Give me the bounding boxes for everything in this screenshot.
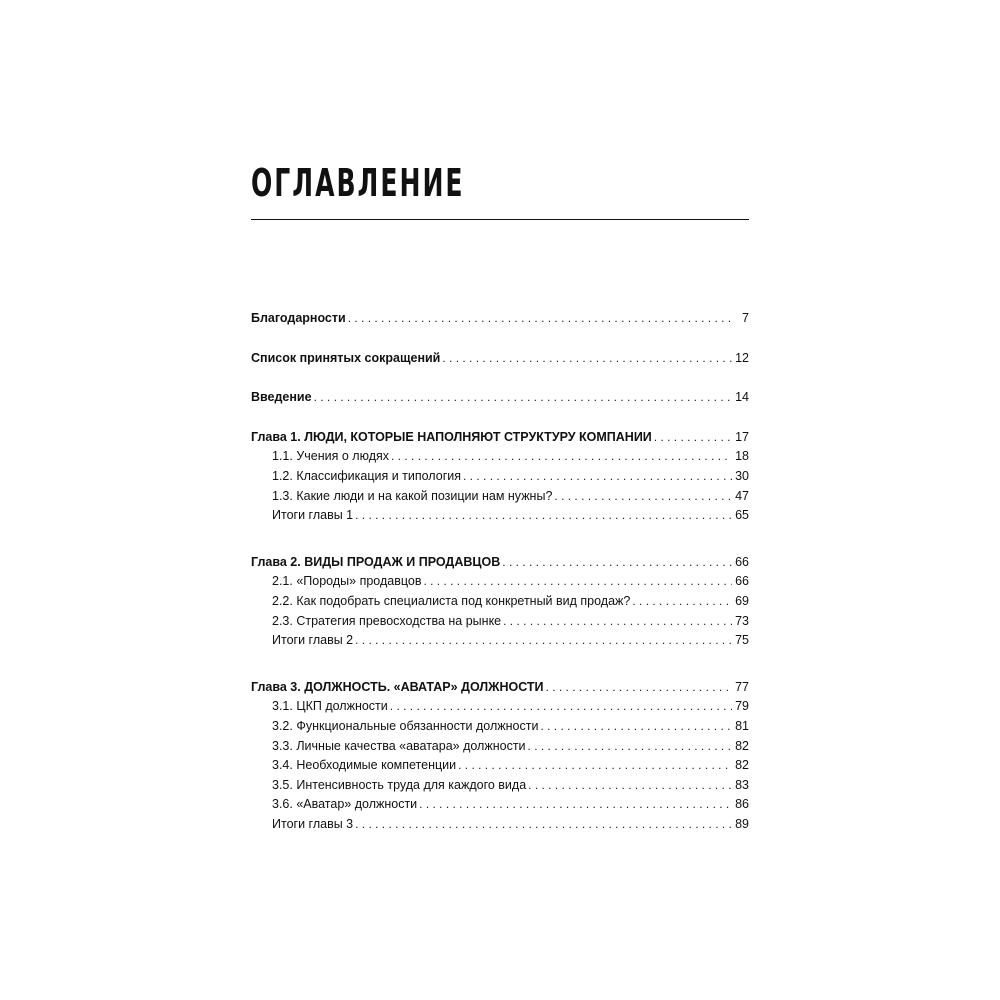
dot-leader — [390, 697, 732, 717]
toc-section-group — [251, 309, 749, 329]
toc-entry-name: Стратегия превосходства на рынке — [296, 613, 502, 628]
toc-subentry[interactable] — [251, 447, 749, 467]
toc-entry[interactable] — [251, 428, 749, 448]
toc-entry[interactable] — [251, 553, 749, 573]
toc-entry-title — [272, 572, 421, 592]
toc-chapter-group — [251, 678, 749, 835]
toc-entry-number: 3.6. — [272, 797, 293, 812]
toc-subentry[interactable] — [251, 756, 749, 776]
toc-entry-title — [251, 349, 440, 369]
toc-entry-number: Глава 3. — [251, 679, 301, 694]
toc-entry-number: 3.1. — [272, 699, 293, 714]
toc-entry-title — [272, 487, 552, 507]
toc-page-number: 73 — [735, 613, 749, 628]
toc-entry-title — [272, 795, 417, 815]
dot-leader — [458, 756, 732, 776]
toc-entry-name: Итоги главы 3 — [272, 816, 354, 831]
dot-leader — [503, 612, 732, 632]
toc-subentry[interactable] — [251, 815, 749, 835]
toc-entry-name: «Породы» продавцов — [296, 574, 422, 589]
toc-entry[interactable] — [251, 388, 749, 408]
toc-entry-name: Классификация и типология — [296, 468, 462, 483]
dot-leader — [355, 506, 732, 526]
dot-leader — [654, 428, 732, 448]
toc-subentry[interactable] — [251, 795, 749, 815]
toc-entry-name: ВИДЫ ПРОДАЖ И ПРОДАВЦОВ — [304, 554, 501, 569]
toc-entry-title — [272, 592, 630, 612]
toc-entry[interactable] — [251, 678, 749, 698]
toc-entry[interactable] — [251, 349, 749, 369]
toc-entry-title — [272, 697, 388, 717]
dot-leader — [632, 592, 732, 612]
toc-entry-number: 3.3. — [272, 738, 293, 753]
toc-entry-number: Глава 2. — [251, 554, 301, 569]
toc-page-number: 81 — [735, 718, 749, 733]
dot-leader — [528, 776, 732, 796]
toc-entry-title — [272, 815, 353, 835]
toc-entry-title — [272, 612, 501, 632]
page-title: ОГЛАВЛЕНИЕ — [251, 161, 465, 205]
toc-entry-title — [251, 388, 312, 408]
toc-entry-name: Интенсивность труда для каждого вида — [296, 777, 527, 792]
toc-entry-name: ДОЛЖНОСТЬ. «АВАТАР» ДОЛЖНОСТИ — [304, 679, 544, 694]
toc-entry-title — [272, 776, 526, 796]
toc-page-number: 12 — [735, 350, 749, 365]
toc-subentry[interactable] — [251, 737, 749, 757]
toc-page-number: 66 — [735, 574, 749, 589]
dot-leader — [423, 572, 732, 592]
toc-subentry[interactable] — [251, 506, 749, 526]
toc-page-number: 7 — [742, 311, 749, 325]
toc-page-number: 75 — [735, 633, 749, 648]
toc-page-number: 14 — [735, 390, 749, 405]
toc-entry-title — [272, 737, 526, 757]
toc-page-number: 65 — [735, 508, 749, 523]
toc-entry-number: 3.5. — [272, 777, 293, 792]
toc-page-number: 30 — [735, 468, 749, 483]
toc-entry-title — [251, 309, 346, 329]
toc-page-number: 82 — [735, 738, 749, 753]
toc-entry-name: Личные качества «аватара» должности — [296, 738, 526, 753]
toc-subentry[interactable] — [251, 697, 749, 717]
toc-entry-title — [272, 467, 461, 487]
toc-entry-name: Итоги главы 1 — [272, 508, 354, 523]
toc-entry-number: 1.3. — [272, 488, 293, 503]
toc-section-group — [251, 349, 749, 369]
toc-page-number: 89 — [735, 816, 749, 831]
toc-entry-number: 2.3. — [272, 613, 293, 628]
toc-entry-name: Функциональные обязанности должности — [296, 718, 539, 733]
toc-entry-name: Как подобрать специалиста под конкретный вид продаж? — [296, 593, 631, 608]
toc-entry-title — [251, 428, 652, 448]
toc-chapter-group — [251, 553, 749, 651]
toc-subentry[interactable] — [251, 592, 749, 612]
toc-entry-title — [272, 756, 456, 776]
toc-entry-number: 3.2. — [272, 718, 293, 733]
toc-entry-name: Учения о людях — [296, 449, 390, 464]
toc-entry-title — [272, 631, 353, 651]
toc-entry-name: Введение — [251, 390, 312, 405]
dot-leader — [355, 815, 732, 835]
toc-entry-name: ЛЮДИ, КОТОРЫЕ НАПОЛНЯЮТ СТРУКТУРУ КОМПАНИИ — [304, 429, 652, 444]
toc-page-number: 47 — [735, 488, 749, 503]
toc-subentry[interactable] — [251, 467, 749, 487]
toc-page-number: 18 — [735, 449, 749, 464]
toc-subentry[interactable] — [251, 612, 749, 632]
toc-entry-name: Благодарности — [251, 311, 346, 325]
dot-leader — [314, 388, 732, 408]
toc-entry-number: 2.1. — [272, 574, 293, 589]
table-of-contents — [251, 309, 749, 861]
dot-leader — [348, 309, 732, 329]
toc-subentry[interactable] — [251, 717, 749, 737]
dot-leader — [502, 553, 732, 573]
toc-entry-number: 1.2. — [272, 468, 293, 483]
book-page — [251, 0, 749, 1000]
dot-leader — [419, 795, 732, 815]
toc-entry-name: Итоги главы 2 — [272, 633, 354, 648]
toc-entry-title — [272, 717, 538, 737]
dot-leader — [528, 737, 732, 757]
dot-leader — [546, 678, 732, 698]
toc-entry-name: Список принятых сокращений — [251, 350, 441, 365]
dot-leader — [391, 447, 732, 467]
toc-entry-title — [251, 553, 500, 573]
toc-entry-name: Необходимые компетенции — [296, 758, 457, 773]
dot-leader — [540, 717, 732, 737]
toc-page-number: 82 — [735, 758, 749, 773]
toc-subentry[interactable] — [251, 631, 749, 651]
toc-entry-name: ЦКП должности — [296, 699, 388, 714]
dot-leader — [554, 487, 732, 507]
toc-entry-number: 2.2. — [272, 593, 293, 608]
toc-page-number: 17 — [735, 429, 749, 444]
toc-subentry[interactable] — [251, 487, 749, 507]
dot-leader — [442, 349, 732, 369]
toc-entry-title — [251, 678, 544, 698]
toc-entry-title — [272, 447, 389, 467]
dot-leader — [355, 631, 732, 651]
toc-entry-name: Какие люди и на какой позиции нам нужны? — [296, 488, 553, 503]
toc-page-number: 83 — [735, 777, 749, 792]
toc-entry-title — [272, 506, 353, 526]
toc-subentry[interactable] — [251, 776, 749, 796]
toc-page-number: 77 — [735, 679, 749, 694]
toc-entry-number: 1.1. — [272, 449, 293, 464]
toc-entry-number: Глава 1. — [251, 429, 301, 444]
toc-entry-name: «Аватар» должности — [296, 797, 418, 812]
toc-page-number: 66 — [735, 554, 749, 569]
toc-page-number: 69 — [735, 593, 749, 608]
title-divider — [251, 219, 749, 220]
toc-section-group — [251, 388, 749, 408]
dot-leader — [463, 467, 732, 487]
toc-chapter-group — [251, 428, 749, 526]
toc-entry-number: 3.4. — [272, 758, 293, 773]
toc-page-number: 79 — [735, 699, 749, 714]
toc-page-number: 86 — [735, 797, 749, 812]
toc-subentry[interactable] — [251, 572, 749, 592]
toc-entry[interactable] — [251, 309, 749, 329]
